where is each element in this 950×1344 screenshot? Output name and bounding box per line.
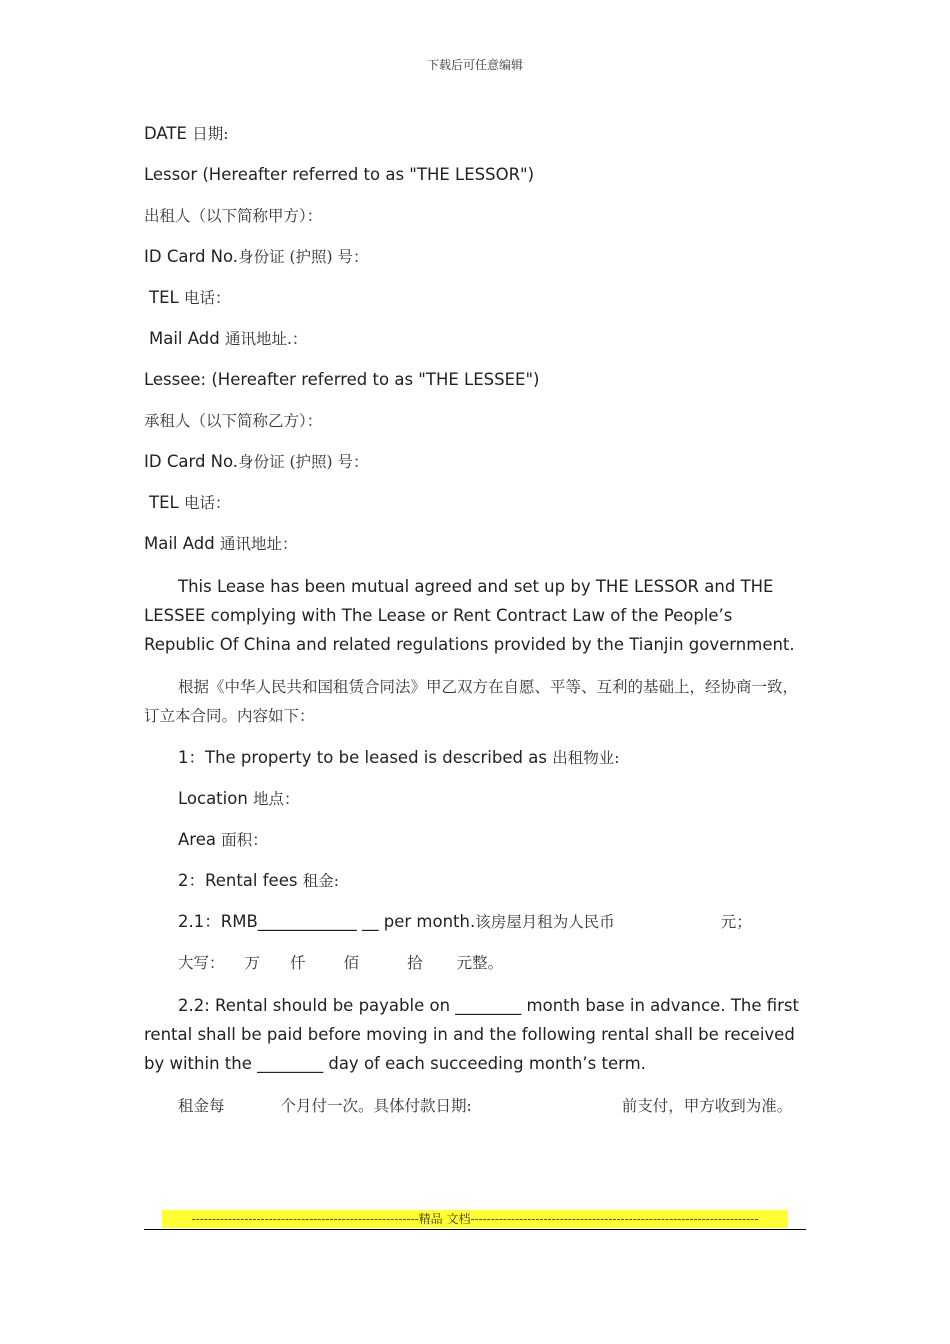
lessor-mail-line [144,326,806,352]
header-note: 下载后可任意编辑 [426,58,523,72]
rent-amount-line [144,909,806,935]
payment-cn-part-3: 前支付，甲方收到为准。 [621,1097,793,1115]
lessor-tel-label-en: TEL [149,288,179,307]
footer-highlight-bar: --------------------------------------------------------精品 文档----------------------------------------------------------------------- [162,1210,788,1228]
payment-terms-en: 2.2: Rental should be payable on ________ month base in advance. The first rental shall be paid before moving in and the following rental shall be received by within the ________ day of each succeeding month’s term. [144,996,799,1073]
location-label-en: Location [178,789,248,808]
section-2-heading [144,868,806,894]
date-line [144,121,806,147]
section-2-label-cn: 租金: [302,872,339,890]
capital-label: 大写： [178,954,225,972]
rent-capital-line [144,950,806,976]
footer-divider [144,1229,806,1230]
lessee-mail-label-cn: 通讯地址： [219,535,298,553]
capital-wan: 万 [244,954,261,972]
section-1-label-en: 1：The property to be leased is described as [178,748,547,767]
intro-paragraph-cn: 根据《中华人民共和国租赁合同法》甲乙双方在自愿、平等、互利的基础上，经协商一致，订立本合同。内容如下： [144,678,799,725]
lessee-heading: Lessee: (Hereafter referred to as "THE LESSEE") [144,370,540,389]
lessee-mail-label-en: Mail Add [144,534,215,553]
lessee-id-line [144,449,806,475]
section-1-heading [144,745,806,771]
payment-cn-part-1: 租金每 [178,1097,225,1115]
section-1-label-cn: 出租物业: [552,749,620,767]
rent-amount-mid: per month. [378,912,476,931]
intro-paragraph-en: This Lease has been mutual agreed and set up by THE LESSOR and THE LESSEE complying with The Lease or Rent Contract Law of the People’s Republic Of China and related regulations provided by the Tianjin government. [144,577,795,654]
lessee-id-label-en: ID Card No. [144,452,239,471]
document-body [144,121,806,1135]
lessor-heading: Lessor (Hereafter referred to as "THE LESSOR") [144,165,535,184]
capital-shi: 拾 [407,954,423,972]
lessor-heading-cn: 出租人（以下简称甲方）： [144,207,323,225]
lessor-tel-line [144,285,806,311]
section-2-label-en: 2：Rental fees [178,871,298,890]
rent-amount-blank: ____________ __ [257,912,379,931]
lessee-tel-line [144,490,806,516]
lessor-mail-label-en: Mail Add [149,329,220,348]
lessor-mail-label-cn: 通讯地址.： [224,330,308,348]
rent-amount-cn: 该房屋月租为人民币 [475,913,615,931]
location-line [144,786,806,812]
area-label-en: Area [178,830,216,849]
date-label-en: DATE [144,124,187,143]
date-label-cn: 日期: [192,125,229,143]
lessor-id-line [144,244,806,270]
capital-bai: 佰 [343,954,360,972]
rent-amount-unit: 元； [720,913,752,931]
capital-yuan: 元整。 [456,954,504,972]
lessor-tel-label-cn: 电话： [183,289,231,307]
lessee-id-label-cn: 身份证 (护照) 号： [238,453,369,471]
capital-qian: 仟 [290,954,306,972]
payment-cn-part-2: 个月付一次。具体付款日期: [280,1097,472,1115]
lessee-heading-cn: 承租人（以下简称乙方）： [144,412,323,430]
location-label-cn: 地点： [253,790,300,808]
rent-amount-prefix: 2.1：RMB [178,912,258,931]
area-label-cn: 面积： [221,831,268,849]
lessee-tel-label-en: TEL [149,493,179,512]
lessor-id-label-en: ID Card No. [144,247,239,266]
payment-terms-cn [144,1092,806,1121]
lessee-mail-line [144,531,806,557]
lessor-id-label-cn: 身份证 (护照) 号： [238,248,369,266]
area-line [144,827,806,853]
lessee-tel-label-cn: 电话： [183,494,231,512]
